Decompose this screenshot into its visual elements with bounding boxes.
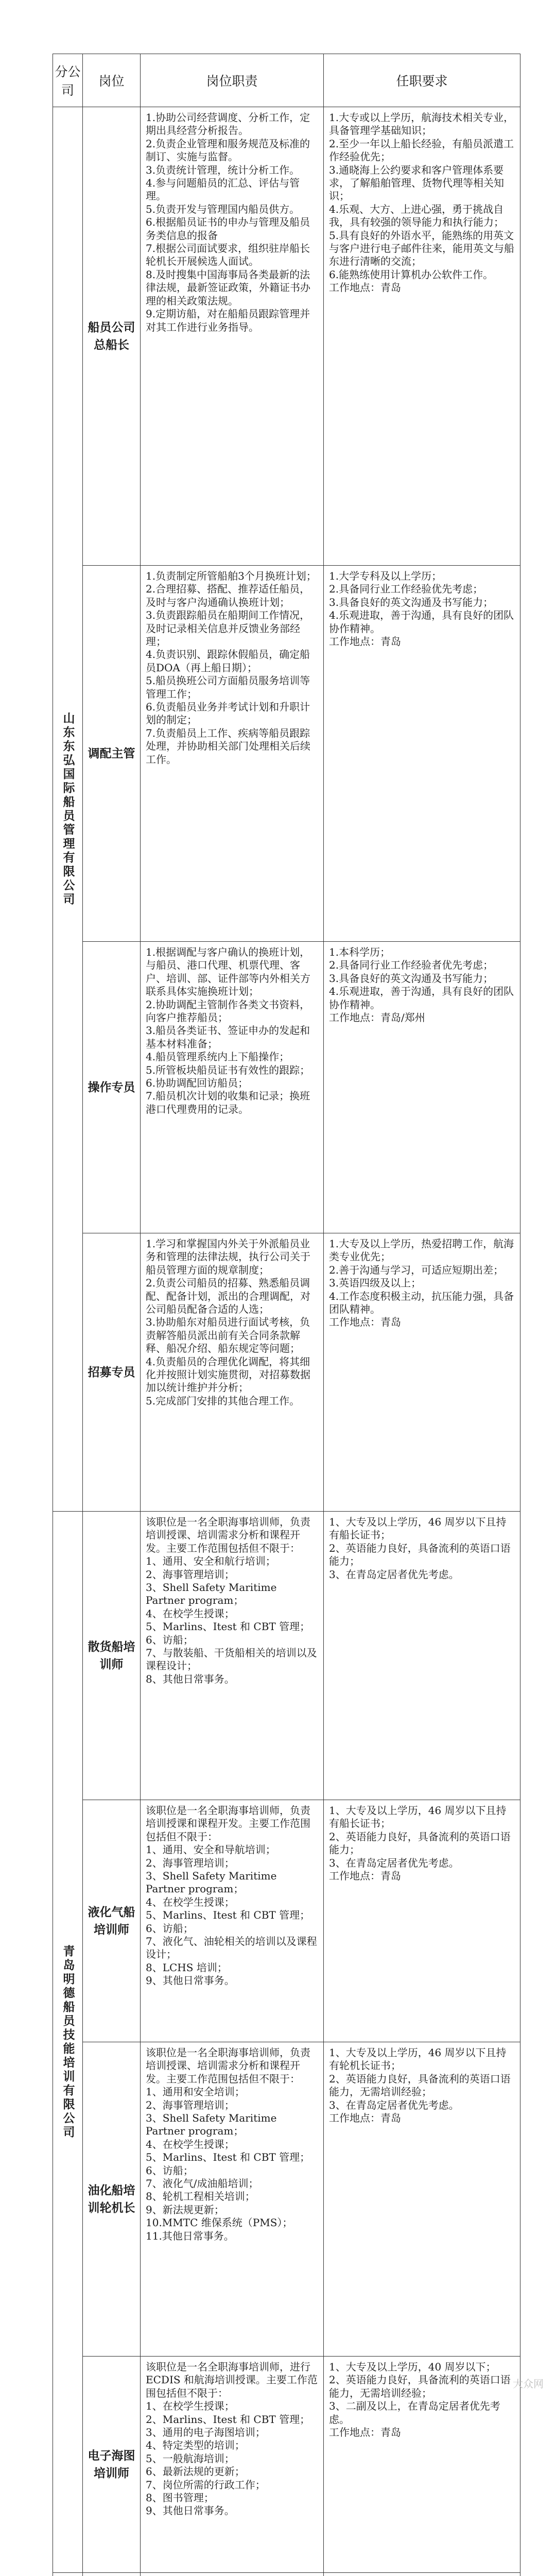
duty-line: 11.其他日常事务。 — [146, 2230, 318, 2243]
duty-line: 9、其他日常事务。 — [146, 2504, 318, 2517]
duty-line: 10.MMTC 维保系统（PMS）； — [146, 2216, 318, 2229]
duties-cell — [141, 942, 324, 1233]
position-cell: 操作专员 — [83, 942, 141, 1233]
requirement-line: 4.乐观进取，善于沟通，具有良好的团队协作精神。 — [329, 609, 515, 635]
duty-line: 6、访船； — [146, 2164, 318, 2177]
duty-line: 3.负责统计管理，统计分析工作。 — [146, 164, 318, 177]
duties-cell — [141, 107, 324, 566]
duty-line: 8、其他日常事务。 — [146, 1673, 318, 1686]
header-requirements: 任职要求 — [324, 54, 520, 107]
requirements-cell — [324, 2042, 520, 2357]
header-company: 分公司 — [53, 54, 83, 107]
position-cell: 油化船培训轮机长 — [83, 2042, 141, 2357]
duty-line: 3.负责跟踪船员在船期间工作情况，及时记录相关信息并反馈业务部经理； — [146, 609, 318, 648]
requirement-line: 工作地点：青岛 — [329, 2112, 515, 2125]
duty-line: 3、Shell Safety Maritime Partner program； — [146, 1870, 318, 1896]
requirement-line: 1、大专及以上学历，46 周岁以下且持有轮机长证书； — [329, 2046, 515, 2073]
duty-line: 1.协助公司经营调度、分析工作，定期出具经营分析报告。 — [146, 111, 318, 138]
watermark-logo: 大众网 — [513, 2376, 544, 2391]
requirement-line: 2.至少一年以上船长经验，有船员派遣工作经验优先； — [329, 138, 515, 164]
duty-line: 6.根据船员证书的申办与管理及船员务类信息的报备 — [146, 216, 318, 242]
requirements-cell — [324, 1512, 520, 1800]
duty-line: 8、图书管理； — [146, 2492, 318, 2504]
requirement-line: 3.英语四级及以上； — [329, 1277, 515, 1290]
requirement-line: 1.本科学历； — [329, 946, 515, 959]
duty-line: 5.所管板块船员证书有效性的跟踪； — [146, 1064, 318, 1077]
duty-line: 3、Shell Safety Maritime Partner program； — [146, 2112, 318, 2138]
header-duties: 岗位职责 — [141, 54, 324, 107]
company-cell — [53, 107, 83, 1512]
duty-line: 8.及时搜集中国海事局各类最新的法律法规，最新签证政策，外籍证书办理的相关政策法规。 — [146, 268, 318, 308]
company-name: 青岛明德船员技能培训有限公司 — [59, 1945, 77, 2140]
duty-line: 7、与散装船、干货船相关的培训以及课程设计； — [146, 1647, 318, 1673]
duty-line: 2.合理招募、搭配、推荐适任船员，及时与客户沟通确认换班计划； — [146, 583, 318, 609]
requirement-line: 3.具备良好的英文沟通及书写能力； — [329, 596, 515, 609]
requirements-cell — [324, 942, 520, 1233]
duty-line: 1、在校学生授课； — [146, 2400, 318, 2413]
table-row — [53, 107, 520, 566]
duty-line: 3、Shell Safety Maritime Partner program； — [146, 1581, 318, 1607]
duty-line: 1.负责制定所管船舶3个月换班计划； — [146, 570, 318, 583]
requirements-cell — [324, 2357, 520, 2573]
requirement-line: 2.善于沟通与学习，可适应短期出差； — [329, 1264, 515, 1277]
requirement-line: 4.乐观进取，善于沟通，具有良好的团队协作精神。 — [329, 985, 515, 1011]
requirement-line: 3.通晓海上公约要求和客户管理体系要求，了解船舶管理、货物代理等相关知识； — [329, 164, 515, 203]
table-row — [53, 2042, 520, 2357]
duties-cell — [141, 566, 324, 942]
company-cell — [53, 2573, 83, 2576]
requirement-line: 3、在青岛定居者优先考虑。 — [329, 2099, 515, 2112]
duty-line: 2、海事管理培训； — [146, 1857, 318, 1870]
table-header-row — [53, 54, 520, 107]
table-row — [53, 2573, 520, 2576]
duty-line: 该职位是一名全职海事培训师，负责培训授课和课程开发。主要工作范围包括但不限于： — [146, 1804, 318, 1843]
requirement-line: 3.具备良好的英文沟通及书写能力； — [329, 972, 515, 985]
requirement-line: 1、大专及以上学历，46 周岁以下且持有船长证书； — [329, 1516, 515, 1542]
duties-cell — [141, 1233, 324, 1512]
duty-line: 6、最新法规的更新； — [146, 2465, 318, 2478]
duty-line: 7.船员机次计划的收集和记录；换班港口代理费用的记录。 — [146, 1090, 318, 1116]
duties-cell — [141, 2573, 324, 2576]
position-cell: 招募专员 — [83, 1233, 141, 1512]
duty-line: 3.船员各类证书、签证申办的发起和基本材料准备； — [146, 1024, 318, 1050]
duty-line: 2.负责企业管理和服务规范及标准的制订、实施与监督。 — [146, 138, 318, 164]
requirement-line: 2、英语能力良好，具备流利的英语口语能力； — [329, 1542, 515, 1568]
duty-line: 7.根据公司面试要求，组织驻岸船长轮机长开展候选人面试。 — [146, 242, 318, 268]
duty-line: 4、特定类型的培训； — [146, 2439, 318, 2452]
duty-line: 1.学习和掌握国内外关于外派船员业务和管理的法律法规，执行公司关于船员管理方面的规章制度； — [146, 1238, 318, 1277]
duty-line: 2.协助调配主管制作各类文书资料，向客户推荐船员； — [146, 998, 318, 1025]
requirement-line: 3、二副及以上，在青岛定居者优先考虑。 — [329, 2400, 515, 2426]
duty-line: 1、通用和安全培训； — [146, 2086, 318, 2098]
requirement-line: 工作地点：青岛 — [329, 635, 515, 648]
duty-line: 5、Marlins、Itest 和 CBT 管理； — [146, 2151, 318, 2164]
table-row — [53, 1512, 520, 1800]
requirements-cell — [324, 1800, 520, 2042]
duty-line: 2、Marlins、Itest 和 CBT 管理； — [146, 2413, 318, 2426]
requirement-line: 2.具备同行业工作经验优先考虑； — [329, 583, 515, 596]
duty-line: 9.定期访船，对在船船员跟踪管理并对其工作进行业务指导。 — [146, 308, 318, 334]
requirement-line: 1、大专及以上学历，46 周岁以下且持有船长证书； — [329, 1804, 515, 1831]
duty-line: 3、通用的电子海图培训； — [146, 2426, 318, 2439]
duty-line: 4.负责船员的合理优化调配，将其细化并按照计划实施贯彻，对招募数据加以统计维护并分析； — [146, 1355, 318, 1395]
duty-line: 5、Marlins、Itest 和 CBT 管理； — [146, 1620, 318, 1633]
requirements-cell — [324, 1233, 520, 1512]
requirement-line: 1.大学专科及以上学历； — [329, 570, 515, 583]
duty-line: 2.负责公司船员的招募、熟悉船员调配、配备计划，派出的合理调配，对公司船员配备合适的人选； — [146, 1277, 318, 1316]
company-name: 山东东弘国际船员管理有限公司 — [59, 712, 77, 907]
duty-line: 4.负责识别、跟踪休假船员，确定船员DOA（再上船日期）； — [146, 648, 318, 674]
duty-line: 该职位是一名全职海事培训师，进行 ECDIS 和航海培训授课。主要工作范围包括但不限于： — [146, 2361, 318, 2400]
duty-line: 该职位是一名全职海事培训师，负责培训授课、培训需求分析和课程开发。主要工作范围包括但不限于： — [146, 2046, 318, 2086]
requirement-line: 3、在青岛定居者优先考虑。 — [329, 1857, 515, 1870]
position-cell: 电子海图培训师 — [83, 2357, 141, 2573]
requirement-line: 2、英语能力良好，具备流利的英语口语能力，无需培训经验； — [329, 2374, 515, 2400]
table-row — [53, 2357, 520, 2573]
requirement-line: 2、英语能力良好，具备流利的英语口语能力，无需培训经验； — [329, 2073, 515, 2099]
duty-line: 6、访船； — [146, 1922, 318, 1935]
requirement-line: 6.能熟练使用计算机办公软件工作。 — [329, 268, 515, 281]
duty-line: 6.协助调配回访船员； — [146, 1077, 318, 1090]
requirement-line: 4.乐观、大方、上进心强，勇于挑战自我，具有较强的领导能力和执行能力； — [329, 203, 515, 229]
table-row — [53, 566, 520, 942]
duty-line: 8、LCHS 培训； — [146, 1961, 318, 1974]
duty-line: 2、海事管理培训； — [146, 2099, 318, 2112]
duty-line: 5、一般航海培训； — [146, 2452, 318, 2465]
duty-line: 5.负责开发与管理国内船员供方。 — [146, 203, 318, 216]
company-cell — [53, 1512, 83, 2573]
duty-line: 5.船员换班公司方面船员服务培训等管理工作； — [146, 674, 318, 701]
duty-line: 4.参与问题船员的汇总、评估与管理。 — [146, 177, 318, 203]
requirements-cell — [324, 107, 520, 566]
duty-line: 7、液化气/成油船培训； — [146, 2177, 318, 2190]
duty-line: 9、其他日常事务。 — [146, 1974, 318, 1987]
table-row — [53, 1233, 520, 1512]
duties-cell — [141, 2042, 324, 2357]
duty-line: 6、访船； — [146, 1634, 318, 1647]
duty-line: 9、新法规更新； — [146, 2204, 318, 2216]
requirement-line: 1、大专及以上学历，40 周岁以下； — [329, 2361, 515, 2374]
duty-line: 5.完成部门安排的其他合理工作。 — [146, 1395, 318, 1408]
duty-line: 7、液化气、油轮相关的培训以及课程设计； — [146, 1935, 318, 1961]
requirement-line: 工作地点：青岛 — [329, 281, 515, 294]
requirement-line: 1.大专或以上学历，航海技术相关专业，具备管理学基础知识； — [329, 111, 515, 138]
requirement-line: 工作地点：青岛 — [329, 1870, 515, 1883]
header-position: 岗位 — [83, 54, 141, 107]
position-cell: 调配主管 — [83, 566, 141, 942]
duty-line: 该职位是一名全职海事培训师，负责培训授课、培训需求分析和课程开发。主要工作范围包括但不限于： — [146, 1516, 318, 1555]
requirement-line: 5.具有良好的外语水平，能熟练的用英文与客户进行电子邮件往来，能用英文与船东进行清晰的交流； — [329, 229, 515, 268]
table-row — [53, 1800, 520, 2042]
duty-line: 3.协助船东对船员进行面试考核，负责解答船员派出前有关合同条款解释、船况介绍、船东规定等问题； — [146, 1316, 318, 1355]
requirements-cell — [324, 566, 520, 942]
position-cell: 散货船培训师 — [83, 1512, 141, 1800]
table-row — [53, 942, 520, 1233]
duty-line: 1.根据调配与客户确认的换班计划，与船员、港口代理、机票代理、客户、培训、部、证件部等内外相关方联系具体实施换班计划； — [146, 946, 318, 998]
duty-line: 1、通用、安全和导航培训； — [146, 1843, 318, 1856]
duty-line: 1、通用、安全和航行培训； — [146, 1555, 318, 1568]
duty-line: 7、岗位所需的行政工作； — [146, 2479, 318, 2492]
requirement-line: 2、英语能力良好，具备流利的英语口语能力； — [329, 1831, 515, 1857]
position-cell — [83, 2573, 141, 2576]
requirement-line: 1.大专及以上学历，热爱招聘工作，航海类专业优先； — [329, 1238, 515, 1264]
table-body — [53, 107, 520, 2576]
duty-line: 4、在校学生授课； — [146, 1607, 318, 1620]
duty-line: 6.负责船员业务并考试计划和升职计划的制定； — [146, 701, 318, 727]
duty-line: 4、在校学生授课； — [146, 2138, 318, 2151]
duties-cell — [141, 1512, 324, 1800]
duties-cell — [141, 1800, 324, 2042]
requirements-cell — [324, 2573, 520, 2576]
requirement-line: 4.工作态度积极主动，抗压能力强，具备团队精神。 — [329, 1290, 515, 1316]
requirement-line: 2.具备同行业工作经验者优先考虑； — [329, 959, 515, 972]
duty-line: 5、Marlins、Itest 和 CBT 管理； — [146, 1909, 318, 1922]
duty-line: 2、海事管理培训； — [146, 1568, 318, 1581]
duty-line: 4、在校学生授课； — [146, 1896, 318, 1909]
duty-line: 8、轮机工程相关培训； — [146, 2190, 318, 2203]
recruitment-table — [53, 54, 520, 2576]
duty-line: 7.负责船员上工作、疾病等船员跟踪处理，并协助相关部门处理相关后续工作。 — [146, 727, 318, 766]
requirement-line: 工作地点：青岛 — [329, 2426, 515, 2439]
position-cell: 船员公司总船长 — [83, 107, 141, 566]
position-cell: 液化气船培训师 — [83, 1800, 141, 2042]
requirement-line: 工作地点：青岛 — [329, 1316, 515, 1329]
duties-cell — [141, 2357, 324, 2573]
requirement-line: 工作地点：青岛/郑州 — [329, 1011, 515, 1024]
duty-line: 4.船员管理系统内上下船操作； — [146, 1050, 318, 1063]
requirement-line: 3、在青岛定居者优先考虑。 — [329, 1568, 515, 1581]
